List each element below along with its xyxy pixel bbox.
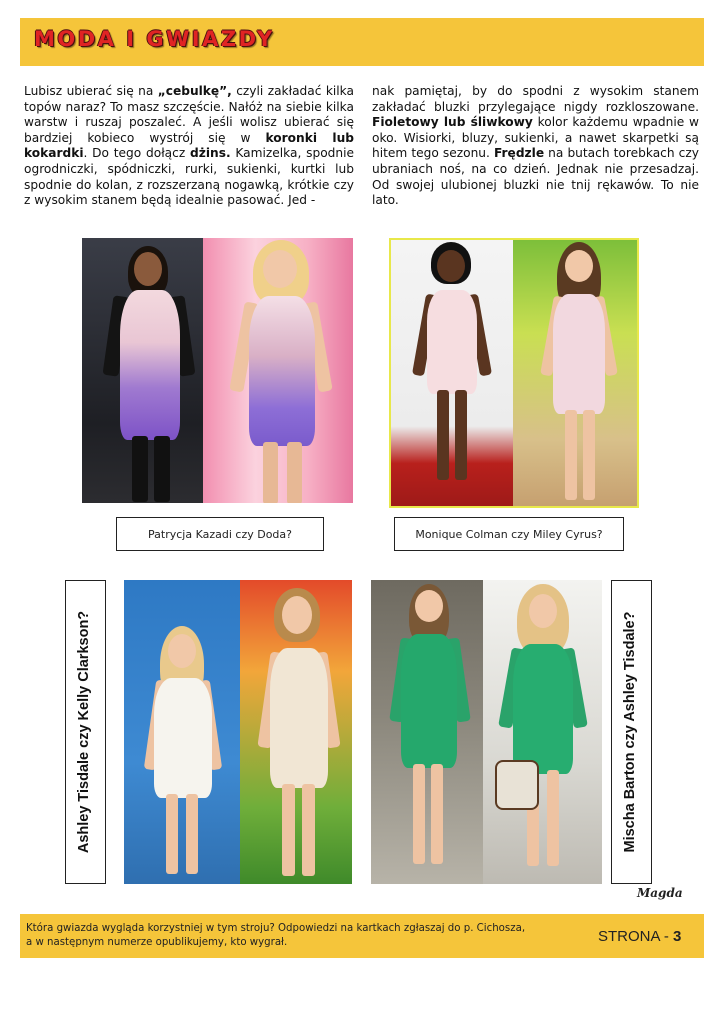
label-barton-tisdale: Mischa Barton czy Ashley Tisdale? — [622, 611, 638, 853]
label-tisdale-clarkson: Ashley Tisdale czy Kelly Clarkson? — [76, 610, 92, 854]
text-run: kolor każdemu wpadnie w oko. Wisiorki, bluzy, sukienki, a nawet skarpetki są hitem tego sezonu. — [372, 115, 699, 161]
page-label: STRONA - — [598, 928, 674, 945]
photo-half-colman — [391, 240, 513, 506]
photo-barton-tisdale — [371, 580, 602, 884]
photo-half-tisdale — [124, 580, 240, 884]
photo-half-barton — [371, 580, 483, 884]
caption-colman-cyrus: Monique Colman czy Miley Cyrus? — [394, 517, 624, 551]
page-title: MODA I GWIAZDY — [34, 27, 275, 51]
text-run: Fioletowy lub śliwkowy — [372, 115, 533, 130]
text-run: na butach torebkach czy ubraniach noś, na co dzień. Jednak nie przesadzaj. Od swojej ulubionej bluzki nie tnij rękawów. To nie lato. — [372, 146, 699, 208]
photo-half-doda — [203, 238, 353, 503]
photo-half-tisdale-2 — [483, 580, 602, 884]
photo-half-kazadi — [82, 238, 203, 503]
text-run: Frędzle — [494, 146, 545, 161]
author-signature: Magda — [637, 886, 683, 900]
text-run: koronki lub kokardki — [24, 130, 354, 161]
caption-kazadi-doda: Patrycja Kazadi czy Doda? — [116, 517, 324, 551]
text-run: . Do tego dołącz — [83, 146, 191, 161]
text-run: Lubisz ubierać się na — [24, 84, 158, 98]
footer-line-2: a w następnym numerze opublikujemy, kto wygrał. — [26, 937, 288, 948]
text-run: nak pamiętaj, by do spodni z wysokim stanem zakładać bluzki przylegające nigdy rozkloszowane. — [372, 84, 699, 114]
handbag-icon — [495, 760, 539, 810]
photo-tisdale-clarkson — [124, 580, 352, 884]
text-run: dżins. — [190, 146, 231, 161]
photo-half-cyrus — [513, 240, 637, 506]
article-right-column — [372, 84, 699, 209]
photo-colman-cyrus — [389, 238, 639, 508]
text-run: „cebulkę”, — [157, 84, 232, 98]
photo-kazadi-doda — [82, 238, 353, 503]
page-number-value: 3 — [673, 928, 682, 945]
footer-line-1: Która gwiazda wygląda korzystniej w tym stroju? Odpowiedzi na kartkach zgłaszaj do p. Cichosza, — [26, 923, 526, 934]
text-run: czyli zakładać kilka topów naraz? To masz szczęście. Nałóż na siebie kilka warstw i ruszaj poszaleć. A jeśli wolisz ubierać się bardziej kobieco wystrój się w — [24, 84, 354, 145]
article-left-column — [24, 84, 354, 209]
text-run: Kamizelka, spodnie ogrodniczki, spódniczki, rurki, sukienki, kurtki lub spodnie do kolan, z rozszerzaną nogawką, krótkie czy z wysokim stanem będą idealnie pasować. Jed - — [24, 146, 355, 208]
photo-half-clarkson — [240, 580, 352, 884]
page-number — [598, 928, 681, 945]
footer-text — [26, 922, 546, 950]
